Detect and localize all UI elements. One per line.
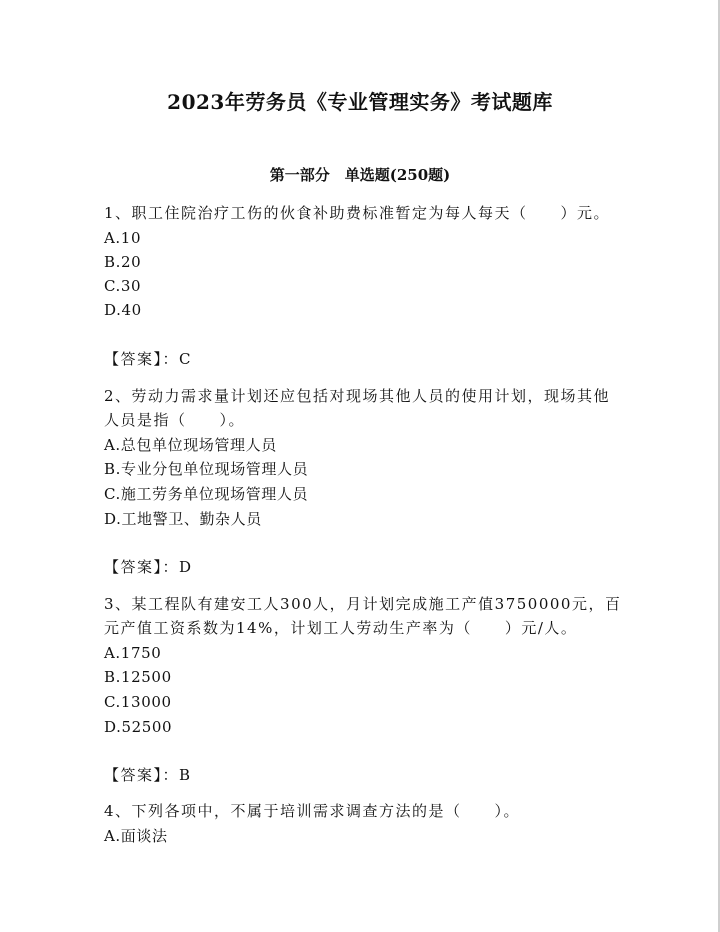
question-2-option-d: D.工地警卫、勤杂人员 bbox=[104, 510, 262, 528]
question-3-stem-line-2: 元产值工资系数为14%，计划工人劳动生产率为（ ）元/人。 bbox=[104, 619, 578, 637]
question-1-stem: 1、职工住院治疗工伤的伙食补助费标准暂定为每人每天（ ）元。 bbox=[104, 204, 611, 222]
section-title: 第一部分 单选题(250题) bbox=[269, 166, 451, 184]
question-4-stem: 4、下列各项中，不属于培训需求调查方法的是（ ）。 bbox=[104, 802, 521, 820]
question-2-option-b: B.专业分包单位现场管理人员 bbox=[104, 460, 309, 478]
question-2-answer: 【答案】：D bbox=[104, 558, 193, 576]
question-1-option-a: A.10 bbox=[104, 229, 142, 247]
question-4-option-a: A.面谈法 bbox=[104, 827, 168, 845]
question-1-answer: 【答案】：C bbox=[104, 350, 192, 368]
question-2-option-c: C.施工劳务单位现场管理人员 bbox=[104, 485, 309, 503]
question-3-answer: 【答案】：B bbox=[104, 766, 192, 784]
question-3-stem-line-1: 3、某工程队有建安工人300人，月计划完成施工产值3750000元，百 bbox=[104, 595, 622, 613]
question-2-stem-line-1: 2、劳动力需求量计划还应包括对现场其他人员的使用计划，现场其他 bbox=[104, 387, 611, 405]
question-3-option-c: C.13000 bbox=[104, 693, 172, 711]
document-title: 2023年劳务员《专业管理实务》考试题库 bbox=[167, 90, 553, 114]
question-1-option-c: C.30 bbox=[104, 277, 142, 295]
question-3-option-d: D.52500 bbox=[104, 718, 173, 736]
question-2-stem-line-2: 人员是指（ ）。 bbox=[104, 411, 246, 429]
question-2-option-a: A.总包单位现场管理人员 bbox=[104, 436, 277, 454]
question-3-option-a: A.1750 bbox=[104, 644, 162, 662]
question-3-option-b: B.12500 bbox=[104, 668, 172, 686]
question-1-option-d: D.40 bbox=[104, 301, 142, 319]
question-1-option-b: B.20 bbox=[104, 253, 142, 271]
